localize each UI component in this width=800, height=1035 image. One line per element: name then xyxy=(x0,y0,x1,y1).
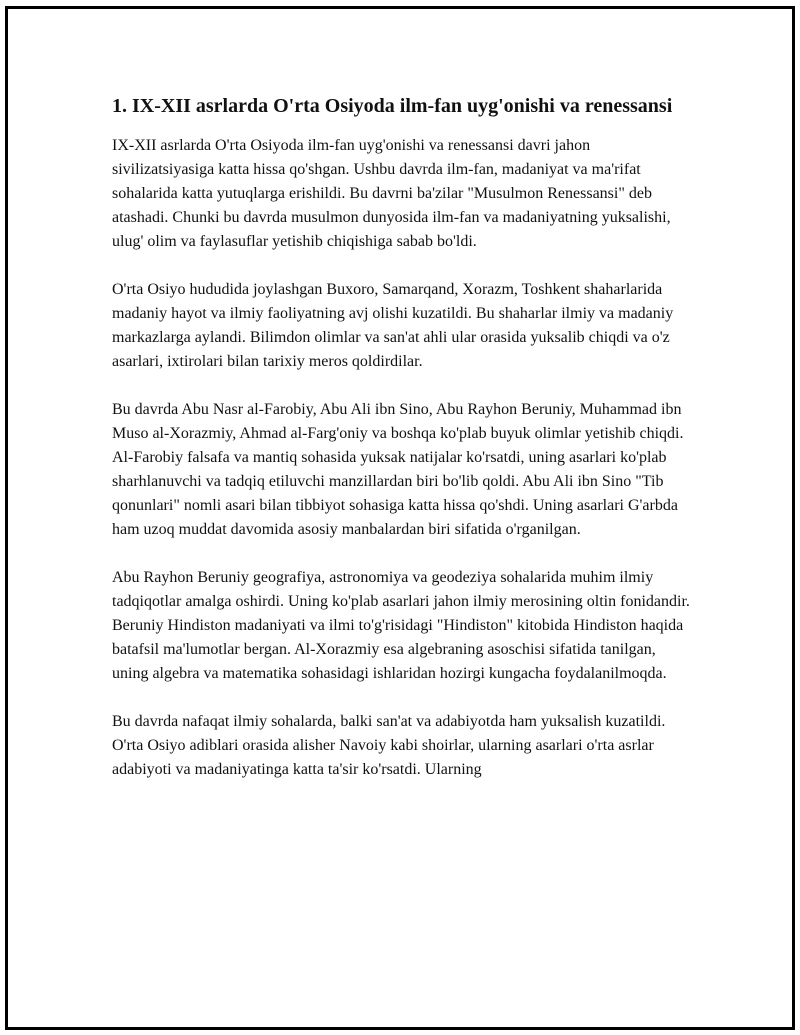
paragraph-2: O'rta Osiyo hududida joylashgan Buxoro, Samarqand, Xorazm, Toshkent shaharlarida madaniy hayot va ilmiy faoliyatning avj olishi kuzatildi. Bu shaharlar ilmiy va madaniy markazlarga aylandi. Bilimdon olimlar va san'at ahli ular orasida yuksalib chiqdi va o'z asarlari, ixtirolari bilan tarixiy meros qoldirdilar. xyxy=(112,281,674,370)
paragraph-5: Bu davrda nafaqat ilmiy sohalarda, balki san'at va adabiyotda ham yuksalish kuzatildi. O'rta Osiyo adiblari orasida alisher Navoiy kabi shoirlar, ularning asarlari o'rta asrlar adabiyoti va madaniyatinga katta ta'sir ko'rsatdi. Ularning xyxy=(112,713,666,778)
section-title: 1. IX-XII asrlarda O'rta Osiyoda ilm-fan uyg'onishi va renessansi xyxy=(112,95,673,117)
document-body xyxy=(112,92,692,806)
paragraph-3: Bu davrda Abu Nasr al-Farobiy, Abu Ali ibn Sino, Abu Rayhon Beruniy, Muhammad ibn Muso al-Xorazmiy, Ahmad al-Farg'oniy va boshqa ko'plab buyuk olimlar yetishib chiqdi. Al-Farobiy falsafa va mantiq sohasida yuksak natijalar ko'rsatdi, uning asarlari ko'plab sharhlanuvchi va tadqiq etiluvchi manzillardan biri bo'lib qoldi. Abu Ali ibn Sino "Tib qonunlari" nomli asari bilan tibbiyot sohasiga katta hissa qo'shdi. Uning asarlari G'arbda ham uzoq muddat davomida asosiy manbalardan biri sifatida o'rganilgan. xyxy=(112,401,684,538)
paragraph-1: IX-XII asrlarda O'rta Osiyoda ilm-fan uyg'onishi va renessansi davri jahon sivilizatsiyasiga katta hissa qo'shgan. Ushbu davrda ilm-fan, madaniyat va ma'rifat sohalarida katta yutuqlarga erishildi. Bu davrni ba'zilar "Musulmon Renessansi" deb atashadi. Chunki bu davrda musulmon dunyosida ilm-fan va madaniyatning yuksalishi, ulug' olim va faylasuflar yetishib chiqishiga sabab bo'ldi. xyxy=(112,137,671,250)
paragraph-4: Abu Rayhon Beruniy geografiya, astronomiya va geodeziya sohalarida muhim ilmiy tadqiqotlar amalga oshirdi. Uning ko'plab asarlari jahon ilmiy merosining oltin fonidandir. Beruniy Hindiston madaniyati va ilmi to'g'risidagi "Hindiston" kitobida Hindiston haqida batafsil ma'lumotlar bergan. Al-Xorazmiy esa algebraning asoschisi sifatida tanilgan, uning algebra va matematika sohasidagi ishlaridan hozirgi kungacha foydalanilmoqda. xyxy=(112,569,690,682)
